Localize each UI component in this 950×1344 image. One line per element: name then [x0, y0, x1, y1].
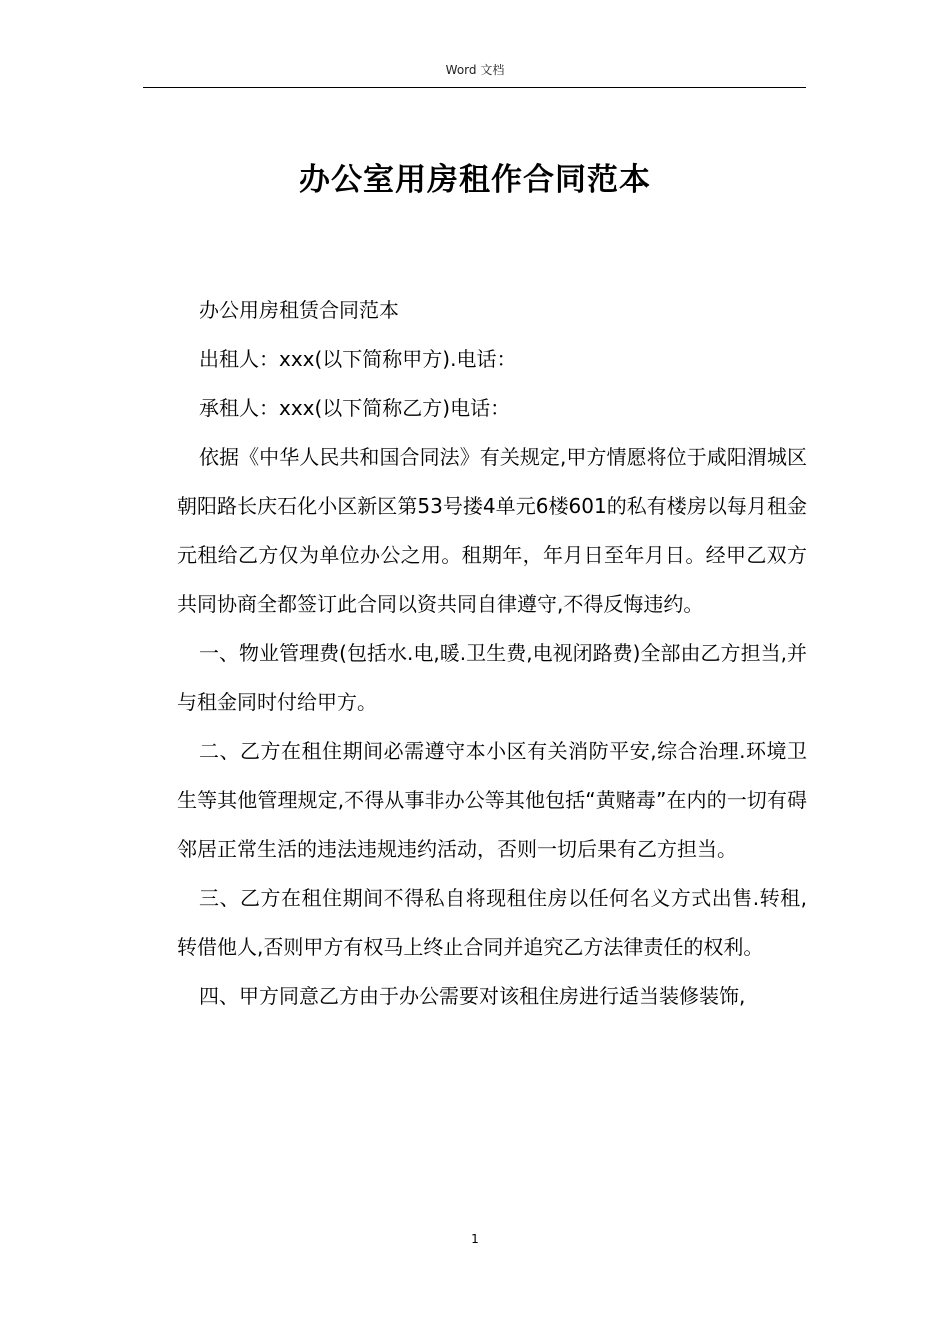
page-number: 1 [471, 1232, 479, 1246]
document-body [177, 286, 807, 1021]
header-divider [143, 87, 806, 88]
paragraph-subtitle: 办公用房租赁合同范本 [199, 298, 399, 322]
paragraph-lessor: 出租人：xxx(以下简称甲方).电话： [199, 347, 517, 371]
page-header: Word 文档 [445, 63, 505, 77]
document-title: 办公室用房租作合同范本 [299, 162, 651, 198]
paragraph-clause-1: 一、物业管理费(包括水.电,暖.卫生费,电视闭路费)全部由乙方担当,并与租金同时付给甲方。 [177, 641, 807, 714]
paragraph-preamble: 依据《中华人民共和国合同法》有关规定,甲方情愿将位于咸阳渭城区朝阳路长庆石化小区新区第53号搂4单元6楼601的私有楼房以每月租金元租给乙方仅为单位办公之用。租期年，年月日至年月日。经甲乙双方共同协商全都签订此合同以资共同自律遵守,不得反悔违约。 [177, 445, 807, 616]
paragraph-clause-2: 二、乙方在租住期间必需遵守本小区有关消防平安,综合治理.环境卫生等其他管理规定,不得从事非办公等其他包括“黄赌毒”在内的一切有碍邻居正常生活的违法违规违约活动，否则一切后果有乙方担当。 [177, 739, 807, 861]
paragraph-clause-4: 四、甲方同意乙方由于办公需要对该租住房进行适当装修装饰, [199, 984, 746, 1008]
paragraph-clause-3: 三、乙方在租住期间不得私自将现租住房以任何名义方式出售.转租,转借他人,否则甲方有权马上终止合同并追究乙方法律责任的权利。 [177, 886, 807, 959]
paragraph-lessee: 承租人：xxx(以下简称乙方)电话： [199, 396, 511, 420]
